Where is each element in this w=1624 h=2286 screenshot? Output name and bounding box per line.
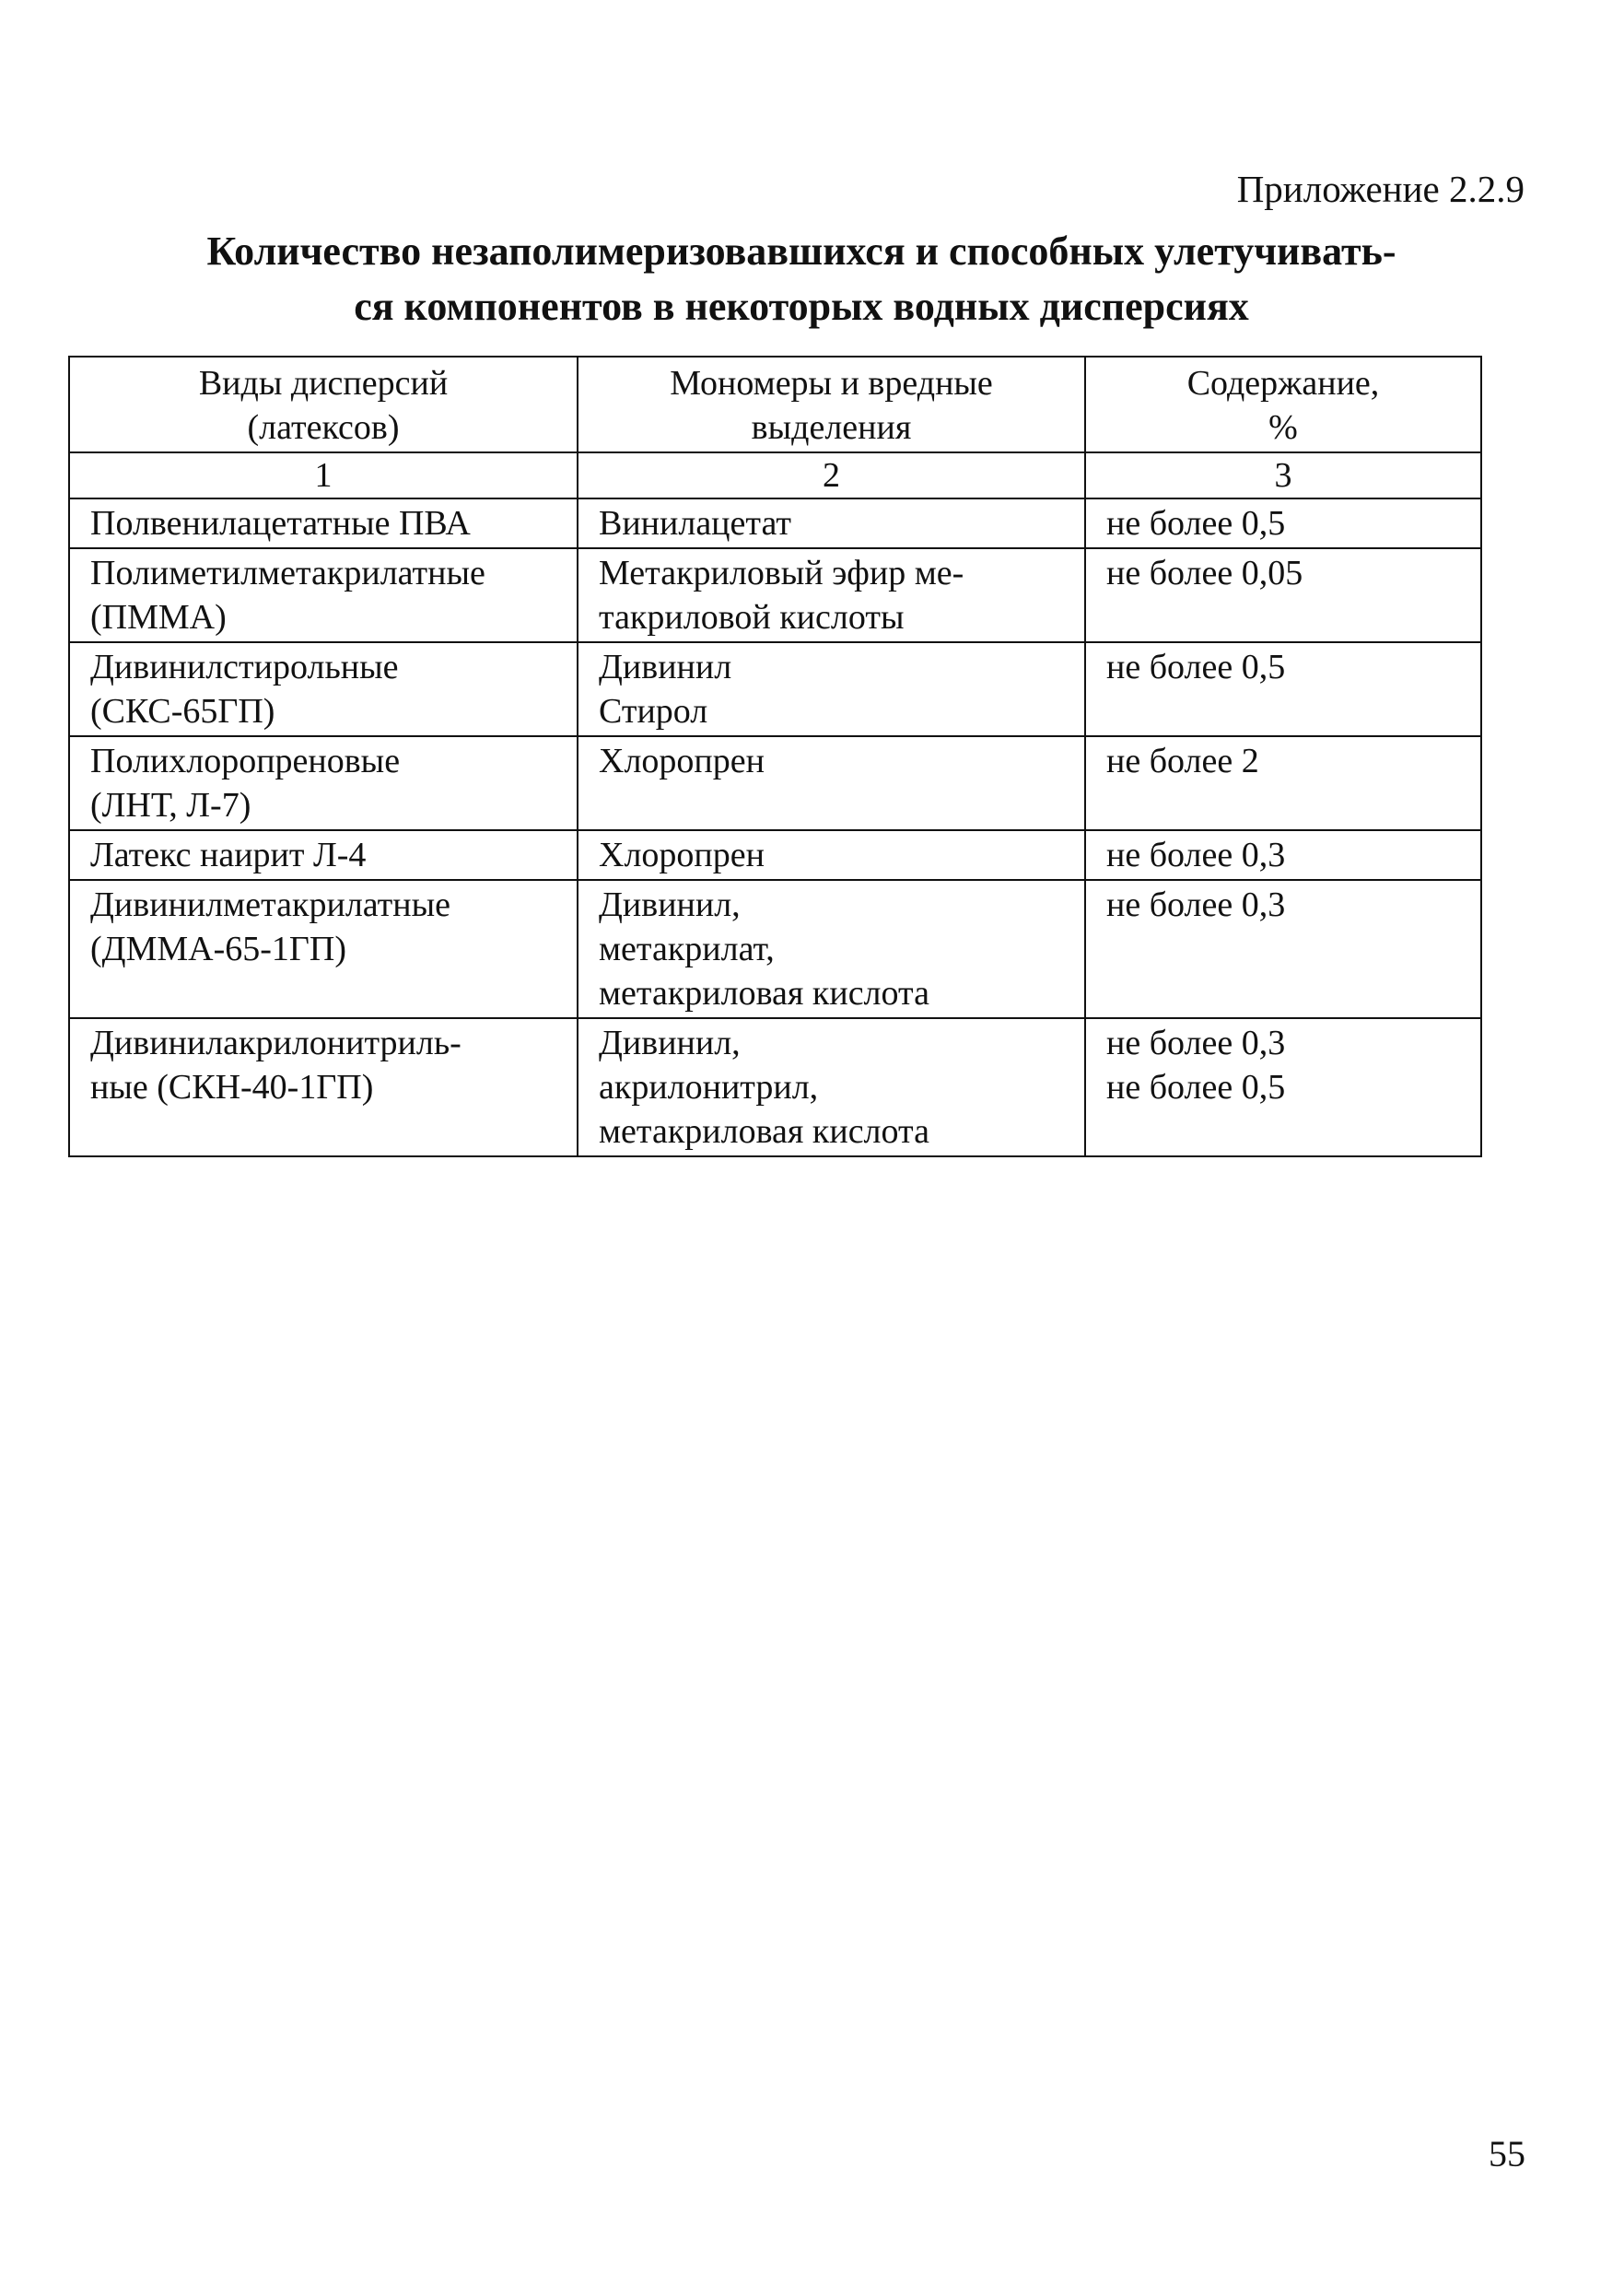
table-row <box>69 830 1481 880</box>
cell-content: не более 0,3 не более 0,5 <box>1085 1018 1481 1156</box>
table-row <box>69 880 1481 1018</box>
cell-type: Полиметилметакрилатные (ПММА) <box>69 548 578 642</box>
cell-content: не более 0,3 <box>1085 880 1481 1018</box>
appendix-label: Приложение 2.2.9 <box>1236 168 1525 210</box>
header-row <box>69 357 1481 452</box>
column-number: 1 <box>69 452 578 498</box>
cell-type: Дивинилстирольные (СКС-65ГП) <box>69 642 578 736</box>
table-row <box>69 736 1481 830</box>
title-line: ся компонентов в некоторых водных дисперсиях <box>354 284 1249 329</box>
page-title <box>88 224 1515 334</box>
cell-monomers: Дивинил, метакрилат, метакриловая кислота <box>578 880 1085 1018</box>
column-header-type: Виды дисперсий (латексов) <box>69 357 578 452</box>
cell-monomers: Хлоропрен <box>578 830 1085 880</box>
column-number: 3 <box>1085 452 1481 498</box>
column-number-row <box>69 452 1481 498</box>
cell-monomers: Дивинил, акрилонитрил, метакриловая кислота <box>578 1018 1085 1156</box>
column-header-content: Содержание, % <box>1085 357 1481 452</box>
cell-content: не более 0,3 <box>1085 830 1481 880</box>
cell-monomers: Хлоропрен <box>578 736 1085 830</box>
table-row <box>69 1018 1481 1156</box>
cell-type: Дивинилакрилонитриль- ные (СКН-40-1ГП) <box>69 1018 578 1156</box>
cell-monomers: Винилацетат <box>578 498 1085 548</box>
cell-monomers: Метакриловый эфир ме- такриловой кислоты <box>578 548 1085 642</box>
cell-type: Латекс наирит Л-4 <box>69 830 578 880</box>
cell-content: не более 2 <box>1085 736 1481 830</box>
cell-type: Полихлоропреновые (ЛНТ, Л-7) <box>69 736 578 830</box>
cell-content: не более 0,05 <box>1085 548 1481 642</box>
dispersions-table <box>68 356 1482 1157</box>
cell-content: не более 0,5 <box>1085 498 1481 548</box>
cell-type: Полвенилацетатные ПВА <box>69 498 578 548</box>
column-number: 2 <box>578 452 1085 498</box>
table-row <box>69 498 1481 548</box>
cell-content: не более 0,5 <box>1085 642 1481 736</box>
page-number: 55 <box>1489 2133 1525 2175</box>
cell-monomers: Дивинил Стирол <box>578 642 1085 736</box>
column-header-monomers: Мономеры и вредные выделения <box>578 357 1085 452</box>
cell-type: Дивинилметакрилатные (ДММА-65-1ГП) <box>69 880 578 1018</box>
table-row <box>69 548 1481 642</box>
table-row <box>69 642 1481 736</box>
title-line: Количество незаполимеризовавшихся и способных улетучивать- <box>206 229 1396 274</box>
